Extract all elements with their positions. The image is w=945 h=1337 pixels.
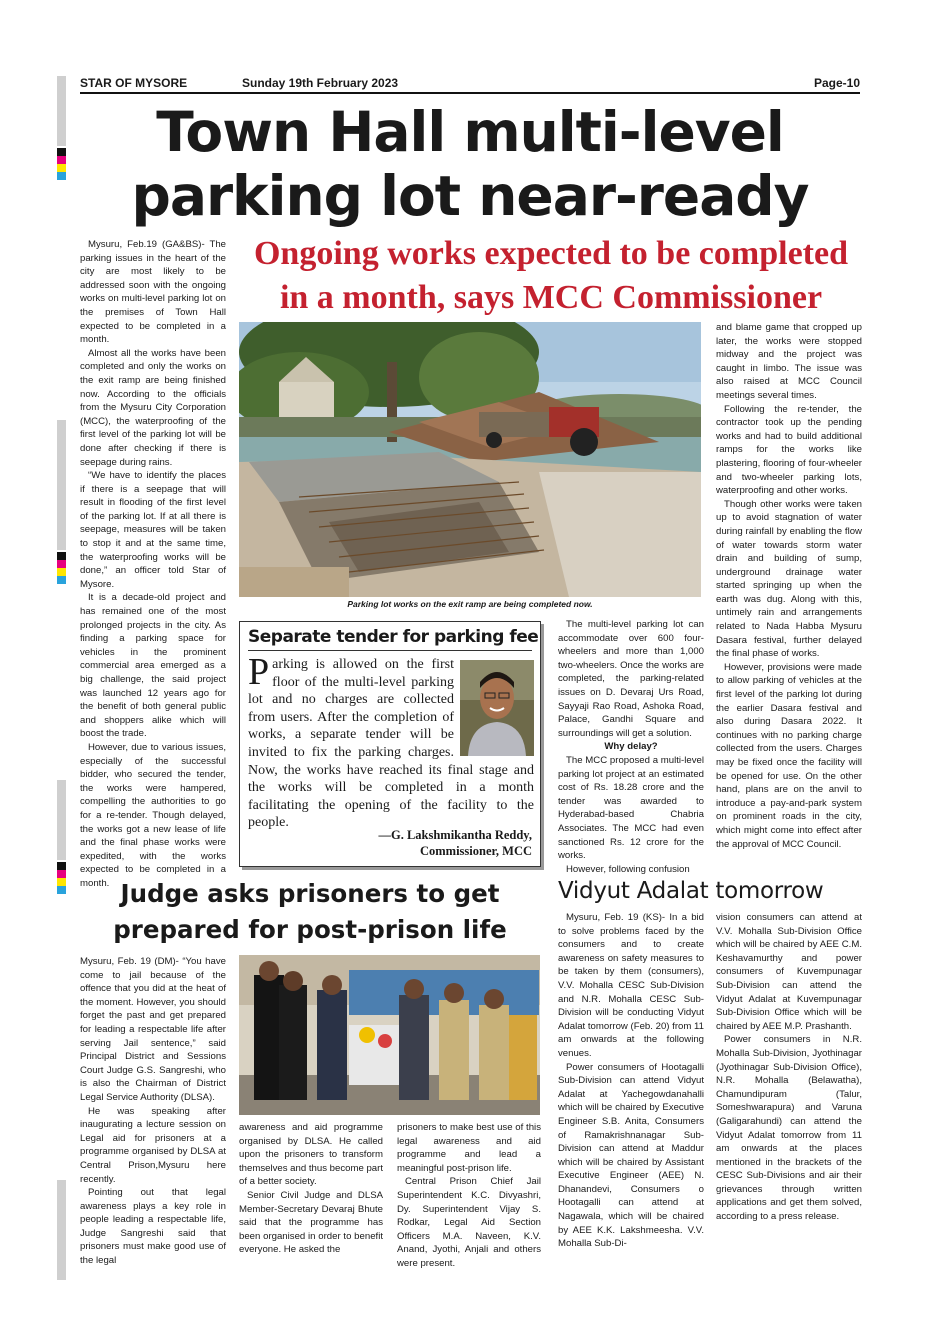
registration-mark-yellow xyxy=(57,568,66,576)
issue-date: Sunday 19th February 2023 xyxy=(242,76,399,90)
lead-headline xyxy=(80,100,860,228)
vidyut-column-1 xyxy=(558,911,704,1251)
publication-name: STAR OF MYSORE xyxy=(80,76,188,90)
registration-bar xyxy=(57,780,66,860)
vidyut-column-2 xyxy=(716,911,862,1224)
paragraph: However, following confusion xyxy=(566,863,690,875)
judge-column-1 xyxy=(80,955,226,1268)
registration-mark-yellow xyxy=(57,164,66,172)
drop-cap: P xyxy=(248,651,270,693)
lead-column-3 xyxy=(558,618,704,876)
paragraph: The MCC proposed a multi-level parking lot project at an estimated cost of Rs. 18.28 crore and the tender was awarded to Hyderabad-based Chabria Associates. The MCC had even sanctioned Rs. 12 crore for the works. xyxy=(558,754,704,862)
vidyut-headline: Vidyut Adalat tomorrow xyxy=(558,878,824,904)
paragraph: and blame game that cropped up later, the works were stopped midway and the project was caught in limbo. The issue was also raised at MCC Council meetings several times. xyxy=(716,322,862,401)
registration-mark-magenta xyxy=(57,870,66,878)
registration-mark-cyan xyxy=(57,172,66,180)
judge-column-2 xyxy=(239,1121,383,1257)
judge-column-3 xyxy=(397,1121,541,1271)
paragraph: prisoners to make best use of this legal awareness and aid programme and lead a meaningful post-prison life. xyxy=(397,1122,541,1174)
registration-bar xyxy=(57,76,66,146)
subhead-line: Ongoing works expected to be completed xyxy=(253,235,848,272)
lead-column-1 xyxy=(80,238,226,891)
paragraph: Senior Civil Judge and DLSA Member-Secretary Devaraj Bhute said that the programme has been organised in order to benefit everyone. He asked the xyxy=(239,1189,383,1256)
paragraph: It is a decade-old project and has remained one of the most prolonged projects in the city. As finding a parking space for vehicles in the prominent commercial area emerged as a big challenge, the said project was launched 12 years ago for the benefit of both general public and shoppers alike which will boost the trade. xyxy=(80,592,226,740)
attribution-name: —G. Lakshmikantha Reddy, xyxy=(378,828,532,842)
masthead xyxy=(80,76,860,92)
page-number: Page-10 xyxy=(813,76,860,90)
lead-column-4 xyxy=(716,321,862,851)
lead-subhead xyxy=(240,232,862,320)
portrait-illustration xyxy=(460,660,534,756)
registration-mark-black xyxy=(57,148,66,156)
registration-bar xyxy=(57,420,66,550)
paragraph: The multi-level parking lot can accommodate over 600 four-wheelers and more than 1,000 two-wheelers. Once the works are completed, the parking-related issues on D. Devaraj Urs Road, Sayyaji Rao Road, Ashoka Road, Palace, Gandhi Square and surroundings will get a solution. xyxy=(558,619,704,739)
registration-mark-magenta xyxy=(57,560,66,568)
paragraph: However, due to various issues, especially of the successful bidder, who secured the tender, the works were hampered, compelling the authorities to go for a re-tender. Though delayed, the works got a new lease of life and the final phase works were expedited, with the works expected to be completed in a month. xyxy=(80,741,226,889)
paragraph: Following the re-tender, the contractor took up the pending works and had to build additional ramps for the works like plastering, flooring of four-wheeler and two-wheeler parking lots, waterproofing and other works. xyxy=(716,403,862,497)
parking-lot-photo xyxy=(239,322,701,597)
registration-mark-yellow xyxy=(57,878,66,886)
paragraph: awareness and aid programme organised by DLSA. He called upon the prisoners to transform themselves and thus become part of a better society. xyxy=(239,1122,383,1188)
prison-event-illustration xyxy=(239,955,540,1115)
registration-mark-black xyxy=(57,552,66,560)
registration-mark-black xyxy=(57,862,66,870)
judge-headline xyxy=(80,876,540,948)
paragraph: Almost all the works have been completed and only the works on the exit ramp are being finished now. According to the officials from the Mysuru City Corporation (MCC), the waterproofing of the first level of the parking lot will be done after checking if there is seepage during rains. xyxy=(80,347,226,468)
paragraph: Pointing out that legal awareness plays a key role in people leading a respectable life, Judge Sangreshi said that prisoners must make good use of the legal xyxy=(80,1187,226,1267)
prison-programme-photo xyxy=(239,955,540,1115)
subhead-line: in a month, says MCC Commissioner xyxy=(279,279,823,316)
headline-line: Judge asks prisoners to get xyxy=(120,879,500,908)
quote-text: arking is allowed on the first floor of the multi-level parking lot and no charges are collected from users. After the completion of works, a separate tender will be invited to fix the parking charges. Now, the works have reached its final stage and the works will be completed in a month facilitating the opening of the facility to the people. xyxy=(248,657,534,831)
registration-mark-cyan xyxy=(57,886,66,894)
headline-line: Town Hall multi-level xyxy=(156,100,784,164)
paragraph: However, provisions were made to allow parking of vehicles at the first level of the parking lot during the earlier Dasara festival and also during Dasara 2022. It continues with no parking charge collected from the users. Charges may be fixed once the facility will be opened for use. On the other hand, plans are on the anvil to introduce a pay-and-park system on prominent roads in the city, which might come into effect after the approval of MCC Council. xyxy=(716,661,862,850)
paragraph: Mysuru, Feb. 19 (KS)- In a bid to solve problems faced by the consumers and to create awareness on safety measures to be taken by them (consumers), V.V. Mohalla CESC Sub-Division and N.R. Mohalla CESC Sub-Division will be conducting Vidyut Adalat tomorrow (Feb. 20) from 11 am onwards at the following venues. xyxy=(558,912,704,1059)
masthead-rule xyxy=(80,92,860,94)
paragraph: Though other works were taken up to avoid stagnation of water during rainfall by enabling the flow of water towards storm water drain and building of sump, underground drainage water started springing up when the earth was dug. Along with this, untimely rain and arrangements related to Nada Habba Mysuru Dasara festival, further delayed the final phase of works. xyxy=(716,498,862,660)
box-attribution xyxy=(378,827,532,859)
paragraph: Power consumers of Hootagalli Sub-Division can attend Vidyut Adalat at Yachegowdanahalli which will be chaired by Executive Engineer S.B. Anita, Consumers of Ramakrishnanagar Sub-Division can attend at Maddur which will be chaired by Assistant Executive Engineer (AEE) N. Dhanandevi, Consumers o Hootagalli can attend at Nagawala, which will be chaired by AEE K.K. Lakshmeesha. V.V. Mohalla Sub-Di- xyxy=(558,1061,704,1250)
paragraph: “We have to identify the places if there is a seepage that will result in flooding of the first level of the parking lot. If at all there is seepage, measures will be taken to stop it and at the same time, the waterproofing works will be done,” an officer told Star of Mysore. xyxy=(80,470,226,590)
paragraph: vision consumers can attend at V.V. Mohalla Sub-Division Office which will be chaired by AEE C.M. Keshavamurthy and power consumers of Kuvempunagar Sub-Division can attend the Vidyut Adalat at Kuvempunagar Sub-Division Office which will be chaired by AEE M.P. Prashanth. xyxy=(716,912,862,1032)
headline-line: prepared for post-prison life xyxy=(113,915,507,944)
subheading-why-delay: Why delay? xyxy=(604,741,658,753)
attribution-title: Commissioner, MCC xyxy=(419,844,532,858)
box-title-rule xyxy=(248,650,532,651)
paragraph: Mysuru, Feb.19 (GA&BS)- The parking issues in the heart of the city are most likely to be addressed soon with the ongoing works on multi-level parking lot on the premises of Town Hall expected to be completed in a month. xyxy=(80,239,226,346)
commissioner-quote xyxy=(248,651,534,832)
photo-caption: Parking lot works on the exit ramp are being completed now. xyxy=(347,599,593,609)
box-title: Separate tender for parking fee xyxy=(248,627,539,647)
headline-line: parking lot near-ready xyxy=(131,164,809,228)
registration-mark-magenta xyxy=(57,156,66,164)
paragraph: He was speaking after inaugurating a lecture session on Legal aid for prisoners at a programme organised by DLSA at Central Prison,Mysuru here recently. xyxy=(80,1105,226,1185)
paragraph: Mysuru, Feb. 19 (DM)- “You have come to jail because of the offence that you did at the heat of the moment. However, you should forget the past and get prepared for leading a respectable life after serving Jail sentence,” said Principal District and Sessions Court Judge G.S. Sangreshi, who is also the Chairman of District Legal Service Authority (DLSA). xyxy=(80,956,226,1103)
paragraph: Central Prison Chief Jail Superintendent K.C. Divyashri, Dy. Superintendent Vijay S. Rodkar, Legal Aid Section Officers M.A. Naveen, K.V. Anand, Jyothi, Anjali and others were present. xyxy=(397,1176,541,1269)
construction-site-illustration xyxy=(239,322,701,597)
separate-tender-box xyxy=(239,621,541,867)
commissioner-portrait xyxy=(460,660,534,756)
registration-bar xyxy=(57,1180,66,1280)
paragraph: Power consumers in N.R. Mohalla Sub-Division, Jyothinagar (Jyothinagar Sub-Division Office), N.R. Mohalla (Belawatha), Chamundipuram (Talur, Someshwarapura) and Varuna (Galigarahundi) can attend the Vidyut Adalat tomorrow from 11 am onwards at the places mentioned in the brackets of the CESC Sub-Divisions and air their grievances through written applications and get them solved, according to a press release. xyxy=(716,1034,862,1223)
registration-mark-cyan xyxy=(57,576,66,584)
